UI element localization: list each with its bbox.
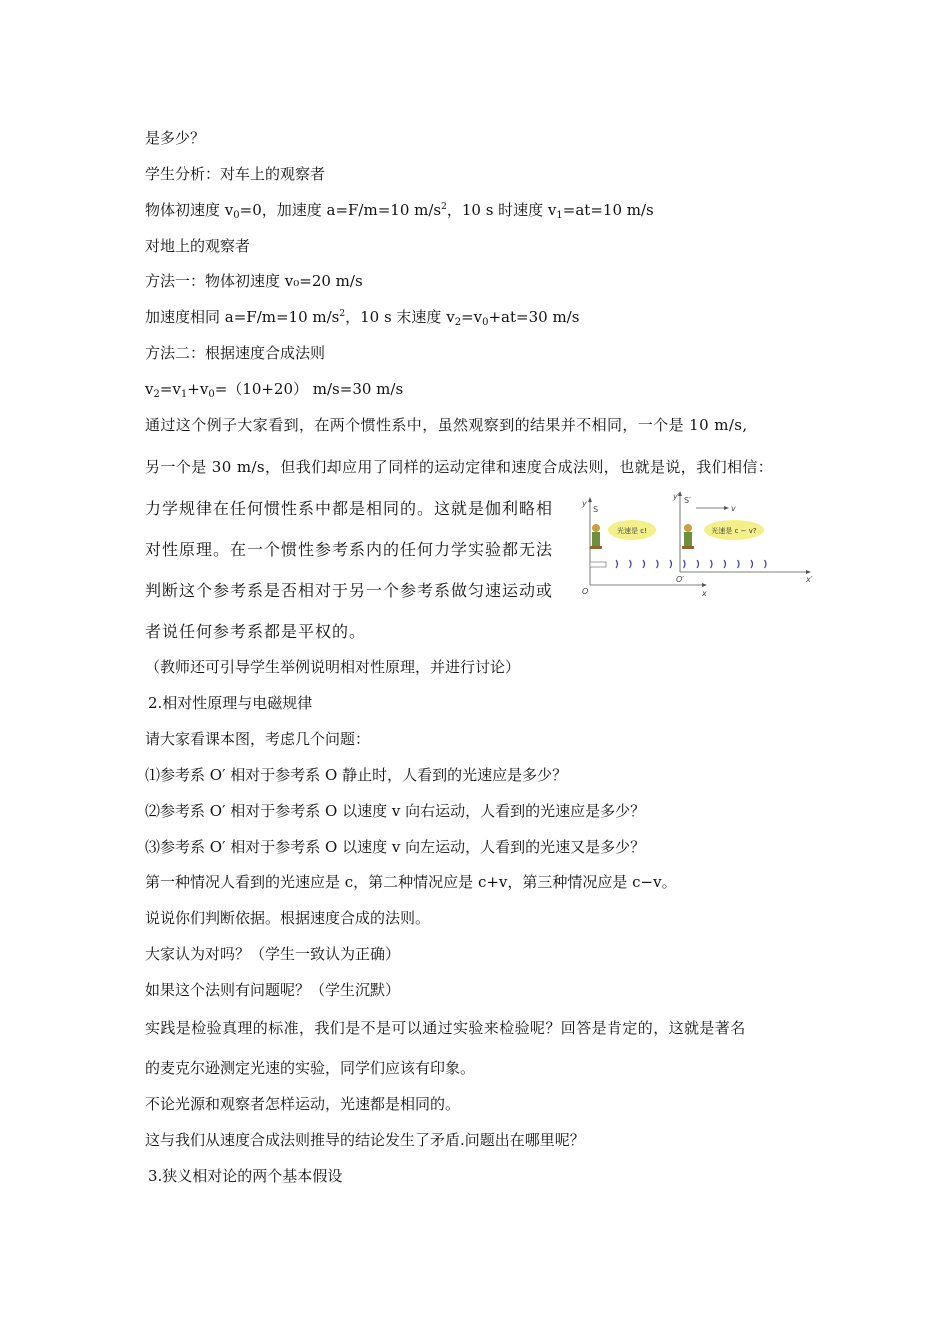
light-waves xyxy=(616,560,766,568)
wave-arc xyxy=(684,560,686,568)
text-line: 方法一：物体初速度 v₀=20 m/s xyxy=(145,272,363,290)
text-line: 这与我们从速度合成法则推导的结论发生了矛盾.问题出在哪里呢？ xyxy=(145,1131,585,1149)
wave-arc xyxy=(616,560,618,568)
text-line: 说说你们判断依据。根据速度合成的法则。 xyxy=(145,909,431,927)
wave-arc xyxy=(738,560,740,568)
wave-arc xyxy=(765,560,767,568)
label-y: y xyxy=(582,499,587,508)
text-line: 另一个是 30 m/s，但我们却应用了同样的运动定律和速度合成法则，也就是说，我们相信： xyxy=(145,458,774,476)
text-fragment: ，10 s 末速度 v xyxy=(345,308,455,326)
light-source xyxy=(590,562,606,567)
text-line: 请大家看课本图，考虑几个问题： xyxy=(145,730,371,748)
label-s-prime: S′ xyxy=(684,496,691,505)
text-fragment: ，10 s 时速度 v xyxy=(446,201,557,219)
text-fragment: =v xyxy=(461,308,483,326)
label-o: O xyxy=(582,587,589,596)
text-line xyxy=(145,200,654,220)
relativity-figure xyxy=(576,490,816,600)
section-heading: 2.相对性原理与电磁规律 xyxy=(148,694,313,712)
text-line: ⑶参考系 O′ 相对于参考系 O 以速度 v 向左运动，人看到的光速又是多少？ xyxy=(145,838,646,856)
text-line xyxy=(145,307,579,327)
text-line: 学生分析：对车上的观察者 xyxy=(145,165,326,183)
wave-arc xyxy=(724,560,726,568)
text-fragment: =at=10 m/s xyxy=(562,201,654,219)
text-line: 实践是检验真理的标准，我们是不是可以通过实验来检验呢？回答是肯定的，这就是著名 xyxy=(145,1019,746,1037)
subscript: 1 xyxy=(556,210,563,221)
text-line: 判断这个参考系是否相对于另一个参考系做匀速运动或 xyxy=(145,581,554,600)
text-line: 对性原理。在一个惯性参考系内的任何力学实验都无法 xyxy=(145,540,554,559)
arrow-icon xyxy=(806,570,811,574)
label-x: x xyxy=(702,589,707,598)
text-line: 第一种情况人看到的光速应是 c，第二种情况应是 c+v，第三种情况应是 c−v。 xyxy=(145,873,677,891)
text-fragment: =（10+20） m/s=30 m/s xyxy=(214,380,404,398)
text-line: ⑵参考系 O′ 相对于参考系 O 以速度 v 向右运动，人看到的光速应是多少？ xyxy=(145,802,646,820)
text-fragment: 加速度相同 a=F/m=10 m/s xyxy=(145,308,340,326)
text-line: 者说任何参考系都是平权的。 xyxy=(145,622,367,641)
superscript: 2 xyxy=(441,202,447,212)
subscript: 0 xyxy=(233,210,240,221)
label-o-prime: O′ xyxy=(676,575,685,584)
text-fragment: =0，加速度 a=F/m=10 m/s xyxy=(239,201,442,219)
bubble-left-text: 光速是 c! xyxy=(617,527,647,535)
text-line: 是多少？ xyxy=(145,129,206,147)
text-fragment: 物体初速度 v xyxy=(145,201,234,219)
arrow-icon xyxy=(724,506,729,510)
text-line: 力学规律在任何惯性系中都是相同的。这就是伽利略相 xyxy=(145,499,554,518)
text-line: 如果这个法则有问题呢？（学生沉默） xyxy=(145,981,401,999)
subscript: 0 xyxy=(482,317,489,328)
text-line: 不论光源和观察者怎样运动，光速都是相同的。 xyxy=(145,1095,461,1113)
text-fragment: =v xyxy=(159,380,181,398)
text-line xyxy=(145,379,403,399)
observer-icon xyxy=(682,524,694,549)
wave-arc xyxy=(630,560,632,568)
wave-arc xyxy=(711,560,713,568)
text-line: 通过这个例子大家看到，在两个惯性系中，虽然观察到的结果并不相同，一个是 10 m/s, xyxy=(145,416,748,434)
section-heading: 3.狭义相对论的两个基本假设 xyxy=(148,1167,343,1185)
observer-icon xyxy=(590,524,602,549)
text-line: 方法二：根据速度合成法则 xyxy=(145,344,326,362)
subscript: 0 xyxy=(208,389,215,400)
text-line: 大家认为对吗？（学生一致认为正确） xyxy=(145,945,401,963)
wave-arc xyxy=(751,560,753,568)
label-x-prime: x′ xyxy=(806,575,813,584)
label-s: S xyxy=(593,505,599,514)
wave-arc xyxy=(670,560,672,568)
label-y-prime: y′ xyxy=(673,492,680,501)
text-line: 的麦克尔逊测定光速的实验，同学们应该有印象。 xyxy=(145,1059,476,1077)
subscript: 2 xyxy=(153,389,160,400)
superscript: 2 xyxy=(339,309,346,319)
arrow-icon xyxy=(702,583,707,587)
subscript: 1 xyxy=(180,389,188,400)
wave-arc xyxy=(657,560,659,568)
text-line: （教师还可引导学生举例说明相对性原理，并进行讨论） xyxy=(145,658,521,676)
label-v: v xyxy=(731,504,736,513)
text-fragment: v xyxy=(145,380,154,398)
wave-arc xyxy=(643,560,645,568)
subscript: 2 xyxy=(454,317,462,328)
bubble-right-text: 光速是 c − v? xyxy=(711,527,757,535)
arrow-icon xyxy=(588,497,592,502)
wave-arc xyxy=(697,560,699,568)
text-line: ⑴参考系 O′ 相对于参考系 O 静止时，人看到的光速应是多少？ xyxy=(145,766,568,784)
text-line: 对地上的观察者 xyxy=(145,237,251,255)
text-fragment: +v xyxy=(187,380,209,398)
text-fragment: +at=30 m/s xyxy=(488,308,580,326)
